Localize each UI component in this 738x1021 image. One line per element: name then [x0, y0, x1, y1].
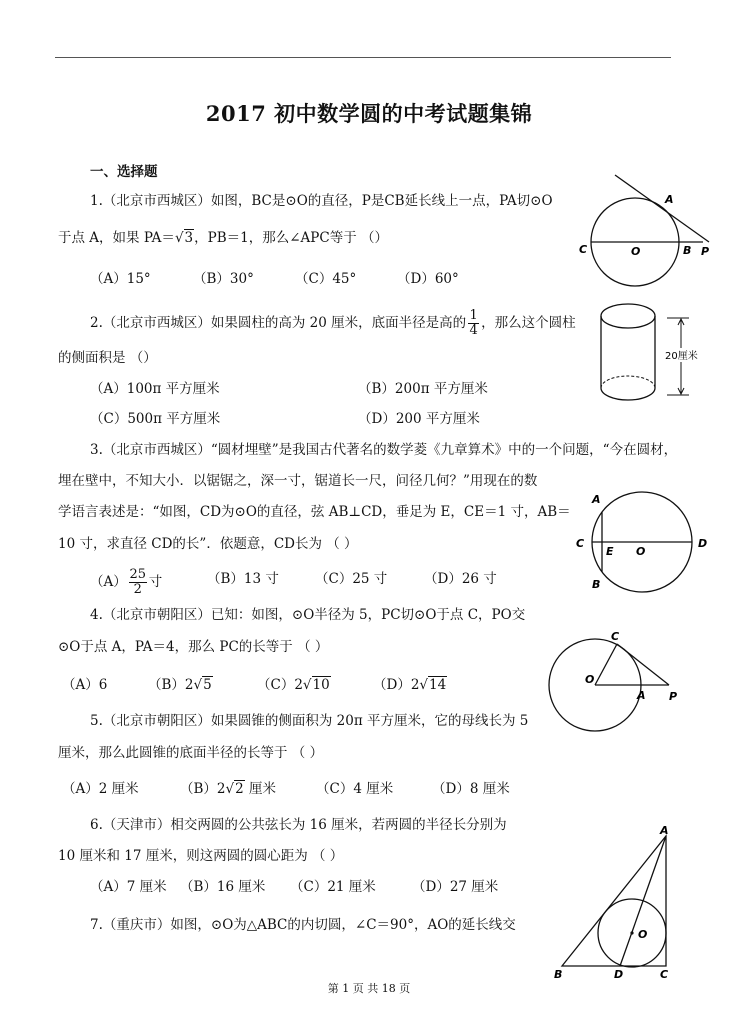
- q5-option-b-radicand: 2: [235, 781, 244, 797]
- q3-label-c: C: [576, 537, 585, 550]
- q4-option-b-radicand: 5: [203, 677, 212, 693]
- q3-label-b: B: [592, 578, 601, 591]
- q4-option-a: （A）6: [62, 677, 108, 693]
- q2-bottom-back: [601, 376, 655, 388]
- q7-label-d: D: [614, 968, 624, 981]
- q6-option-a: （A）7 厘米: [90, 879, 167, 895]
- document-title: 2017 初中数学圆的中考试题集锦: [205, 101, 533, 126]
- q2-line1a: 2.（北京市西城区）如果圆柱的高为 20 厘米，底面半径是高的: [90, 315, 467, 331]
- q3-frac-den: 2: [133, 582, 142, 597]
- q7-line1: 7.（重庆市）如图，⊙O为△ABC的内切圆，∠C＝90°，AO的延长线交: [90, 917, 516, 933]
- q2-frac-den: 4: [469, 323, 478, 338]
- q1-sqrt-value: 3: [184, 230, 194, 246]
- q2-option-c: （C）500π 平方厘米: [90, 411, 221, 427]
- q7-center-dot: [630, 931, 633, 934]
- q4-option-b-prefix: （B）2: [148, 677, 194, 693]
- q5-option-c: （C）4 厘米: [316, 781, 394, 797]
- q3-option-b: （B）13 寸: [207, 571, 279, 587]
- q4-label-p: P: [669, 690, 678, 703]
- q2-option-d: （D）200 平方厘米: [358, 411, 480, 427]
- q7-label-o: O: [638, 928, 648, 941]
- q1-line2a: 于点 A，如果 PA＝: [58, 230, 175, 246]
- q4-label-c: C: [611, 630, 620, 643]
- q7-label-b: B: [554, 968, 563, 981]
- section-heading: 一、选择题: [90, 164, 158, 180]
- q2-bottom-front: [601, 388, 655, 400]
- q1-label-b: B: [683, 244, 692, 257]
- q6-option-b: （B）16 厘米: [180, 879, 266, 895]
- q4-line1: 4.（北京市朝阳区）已知：如图，⊙O半径为 5，PC切⊙O于点 C，PO交: [90, 607, 526, 623]
- q4-radius-oc: [595, 644, 617, 685]
- q1-tangent-line: [615, 175, 709, 242]
- q1-line2b: ，PB＝1，那么∠APC等于 （）: [194, 230, 388, 246]
- q7-triangle: [562, 836, 666, 966]
- q4-option-b-sqrt: √: [193, 677, 203, 693]
- q2-line2: 的侧面积是 （）: [58, 350, 157, 366]
- q5-option-b-sqrt: √: [225, 781, 235, 797]
- q1-label-o: O: [631, 245, 641, 258]
- q4-option-c-radicand: 10: [312, 677, 330, 693]
- q3-label-o: O: [636, 545, 646, 558]
- q2-option-a: （A）100π 平方厘米: [90, 381, 220, 397]
- q3-label-e: E: [606, 545, 614, 558]
- q3-option-a-prefix: （A）: [90, 574, 127, 590]
- q4-line2: ⊙O于点 A，PA＝4，那么 PC的长等于 （ ）: [58, 639, 329, 655]
- q6-option-d: （D）27 厘米: [412, 879, 499, 895]
- q5-line2: 厘米，那么此圆锥的底面半径的长等于 （ ）: [58, 745, 324, 761]
- q2-line1b: ，那么这个圆柱: [481, 315, 576, 331]
- q4-option-d-prefix: （D）2: [373, 677, 420, 693]
- q3-label-a: A: [592, 493, 601, 506]
- q1-label-p: P: [701, 245, 710, 258]
- q2-top-ellipse: [601, 304, 655, 328]
- q3-option-c: （C）25 寸: [315, 571, 388, 587]
- q3-option-a-fraction: [129, 568, 147, 597]
- q4-option-d-sqrt: √: [419, 677, 429, 693]
- q4-tangent-pc: [617, 644, 669, 685]
- q3-label-d: D: [698, 537, 708, 550]
- q1-option-c: （C）45°: [295, 271, 357, 287]
- q2-dim-label: 20厘米: [665, 351, 698, 362]
- q3-line1: 3.（北京市西城区）“圆材埋壁”是我国古代著名的数学菱《九章算术》中的一个问题，“今在圆材，: [90, 442, 678, 458]
- q4-label-a: A: [637, 689, 646, 702]
- q7-label-c: C: [660, 968, 669, 981]
- q1-sqrt-sign: √: [174, 230, 184, 246]
- q3-line4: 10 寸，求直径 CD的长”．依题意，CD长为 （ ）: [58, 536, 358, 552]
- q6-line2: 10 厘米和 17 厘米，则这两圆的圆心距为 （ ）: [58, 848, 344, 864]
- q4-option-d: [373, 676, 447, 694]
- q6-option-c: （C）21 厘米: [290, 879, 376, 895]
- q3-line2: 埋在壁中，不知大小．以锯锯之，深一寸，锯道长一尺，问径几何？”用现在的数: [58, 473, 538, 489]
- q1-option-a: （A）15°: [90, 271, 151, 287]
- q5-option-b-prefix: （B）2: [180, 781, 226, 797]
- q2-cylinder-figure: [595, 298, 715, 413]
- q5-option-b-unit: 厘米: [244, 781, 277, 797]
- q1-label-c: C: [579, 243, 588, 256]
- q1-option-b: （B）30°: [193, 271, 254, 287]
- q5-option-b: [180, 780, 276, 798]
- q5-option-d: （D）8 厘米: [432, 781, 510, 797]
- q2-option-b: （B）200π 平方厘米: [358, 381, 488, 397]
- q4-option-c-prefix: （C）2: [257, 677, 303, 693]
- q7-line-ad: [620, 836, 666, 966]
- q3-figure: [570, 485, 720, 595]
- q1-line1: 1.（北京市西城区）如图，BC是⊙O的直径，P是CB延长线上一点，PA切⊙O: [90, 193, 553, 209]
- q4-figure: [545, 628, 695, 743]
- q1-label-a: A: [665, 193, 674, 206]
- q4-option-b: [148, 676, 213, 694]
- q3-line3: 学语言表述是：“如图，CD为⊙O的直径，弦 AB⊥CD，垂足为 E，CE＝1 寸，AB＝: [58, 504, 571, 520]
- q3-option-d: （D）26 寸: [424, 571, 497, 587]
- q1-figure: [575, 185, 715, 295]
- q2-fraction: [468, 309, 479, 338]
- q1-line2: [58, 229, 388, 247]
- q4-option-c-sqrt: √: [302, 677, 312, 693]
- q1-option-d: （D）60°: [397, 271, 459, 287]
- q2-frac-num: 1: [469, 308, 478, 323]
- q3-option-a: [90, 568, 162, 597]
- q6-line1: 6.（天津市）相交两圆的公共弦长为 16 厘米，若两圆的半径长分别为: [90, 817, 507, 833]
- q7-label-a: A: [660, 824, 669, 837]
- q7-figure: [550, 824, 690, 981]
- q5-line1: 5.（北京市朝阳区）如果圆锥的侧面积为 20π 平方厘米，它的母线长为 5: [90, 713, 529, 729]
- q3-frac-num: 25: [129, 567, 147, 582]
- q3-option-a-unit: 寸: [148, 574, 163, 590]
- q4-label-o: O: [585, 673, 595, 686]
- q4-option-c: [257, 676, 331, 694]
- q4-option-d-radicand: 14: [429, 677, 447, 693]
- page-footer: 第 1 页 共 18 页: [327, 982, 411, 995]
- q5-option-a: （A）2 厘米: [62, 781, 139, 797]
- header-rule: [55, 57, 671, 58]
- q2-line1: [90, 309, 576, 338]
